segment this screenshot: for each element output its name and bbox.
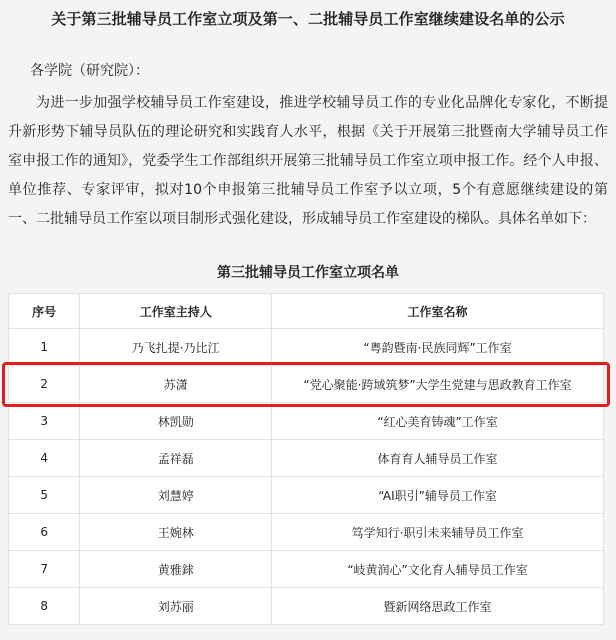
notice-greeting: 各学院（研究院）： (30, 63, 149, 79)
row-studio-name: 暨新网络思政工作室 (272, 588, 604, 625)
header-host: 工作室主持人 (80, 294, 272, 329)
row-number: 3 (9, 403, 80, 440)
row-number: 4 (9, 440, 80, 477)
header-studio-name: 工作室名称 (272, 294, 604, 329)
table-row (9, 551, 604, 588)
row-number: 8 (9, 588, 80, 625)
table-header-row (9, 294, 604, 329)
table-row (9, 440, 604, 477)
row-number: 1 (9, 329, 80, 366)
row-number: 6 (9, 514, 80, 551)
row-host: 王婉林 (80, 514, 272, 551)
row-host: 林凯勋 (80, 403, 272, 440)
row-host: 刘慧婷 (80, 477, 272, 514)
row-studio-name: “岐黄润心”文化育人辅导员工作室 (272, 551, 604, 588)
row-host: 孟祥磊 (80, 440, 272, 477)
notice-body: 为进一步加强学校辅导员工作室建设，推进学校辅导员工作的专业化品牌化专家化，不断提升新形势下辅导员队伍的理论研究和实践育人水平，根据《关于开展第三批暨南大学辅导员工作室申报工作的通知》，党委学生工作部组织开展第三批辅导员工作室立项申报工作。经个人申报、单位推荐、专家评审，拟对10个申报第三批辅导员工作室予以立项，5个有意愿继续建设的第一、二批辅导员工作室以项目制形式强化建设，形成辅导员工作室建设的梯队。具体名单如下： (8, 95, 608, 227)
row-number: 2 (9, 366, 80, 403)
table-row (9, 588, 604, 625)
table-row (9, 477, 604, 514)
row-studio-name: 笃学知行·职引未来辅导员工作室 (272, 514, 604, 551)
row-host: 刘苏丽 (80, 588, 272, 625)
notice-title: 关于第三批辅导员工作室立项及第一、二批辅导员工作室继续建设名单的公示 (51, 10, 565, 28)
table-row (9, 329, 604, 366)
table-row (9, 403, 604, 440)
row-studio-name: “红心美育铸魂”工作室 (272, 403, 604, 440)
row-host: 乃飞扎提·乃比江 (80, 329, 272, 366)
header-number: 序号 (9, 294, 80, 329)
table-row (9, 366, 604, 403)
row-host: 黄雅銶 (80, 551, 272, 588)
row-studio-name: 体育育人辅导员工作室 (272, 440, 604, 477)
row-studio-name: “AI职引”辅导员工作室 (272, 477, 604, 514)
row-studio-name: “粤韵暨南·民族同辉”工作室 (272, 329, 604, 366)
table-row (9, 514, 604, 551)
table-title: 第三批辅导员工作室立项名单 (217, 265, 399, 281)
row-number: 5 (9, 477, 80, 514)
row-studio-name: “党心聚能·跨域筑梦”大学生党建与思政教育工作室 (272, 366, 604, 403)
studio-list-table (8, 293, 604, 625)
row-number: 7 (9, 551, 80, 588)
row-host: 苏潇 (80, 366, 272, 403)
